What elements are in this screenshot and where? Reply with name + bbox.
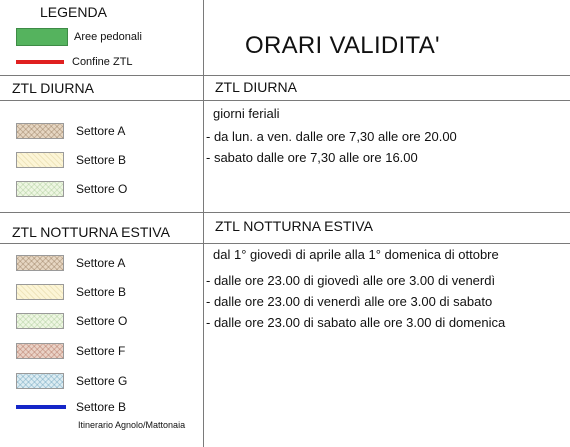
divider-legend	[0, 75, 570, 76]
route-note: Itinerario Agnolo/Mattonaia	[78, 420, 186, 430]
legend-label: Confine ZTL	[72, 56, 133, 68]
night-line: - dalle ore 23.00 di venerdì alle ore 3.00 di sabato	[206, 294, 493, 309]
day-sector-b	[16, 152, 126, 168]
page-title: ORARI VALIDITA'	[245, 32, 440, 59]
legend-item-ztl-border	[16, 56, 133, 68]
night-line: - dalle ore 23.00 di giovedì alle ore 3.00 di venerdì	[206, 273, 496, 288]
sector-label: Settore B	[76, 285, 127, 299]
night-sector-b-route	[16, 400, 126, 414]
sector-o-swatch	[16, 181, 64, 197]
night-sector-a	[16, 255, 125, 271]
sector-label: Settore O	[76, 314, 128, 328]
sector-label: Settore A	[76, 256, 126, 270]
divider-day-heading	[0, 100, 570, 101]
sector-b-swatch	[16, 284, 64, 300]
sector-label: Settore F	[76, 344, 126, 358]
night-sector-o	[16, 313, 127, 329]
column-divider	[203, 0, 204, 447]
sector-o-swatch	[16, 313, 64, 329]
ztl-border-line	[16, 60, 64, 64]
day-sector-o	[16, 181, 127, 197]
divider-night-heading	[0, 243, 570, 244]
night-line: - dalle ore 23.00 di sabato alle ore 3.00 di domenica	[206, 315, 506, 330]
day-right-heading: ZTL DIURNA	[215, 79, 297, 95]
sector-label: Settore G	[76, 374, 128, 388]
day-line: - da lun. a ven. dalle ore 7,30 alle ore 20.00	[206, 129, 457, 144]
day-left-heading: ZTL DIURNA	[12, 80, 94, 96]
legend-item-pedestrian	[16, 28, 142, 46]
divider-day-section	[0, 212, 570, 213]
sector-label: Settore A	[76, 124, 126, 138]
night-sector-g	[16, 373, 127, 389]
sector-label: Settore O	[76, 182, 128, 196]
legend-label: Aree pedonali	[74, 31, 142, 43]
day-line: - sabato dalle ore 7,30 alle ore 16.00	[206, 150, 418, 165]
pedestrian-area-swatch	[16, 28, 68, 46]
night-right-heading: ZTL NOTTURNA ESTIVA	[215, 218, 373, 234]
legend-title: LEGENDA	[40, 4, 107, 20]
sector-g-swatch	[16, 373, 64, 389]
night-sector-f	[16, 343, 125, 359]
night-intro: dal 1° giovedì di aprile alla 1° domenica di ottobre	[213, 247, 499, 262]
sector-f-swatch	[16, 343, 64, 359]
sector-a-swatch	[16, 123, 64, 139]
night-sector-b	[16, 284, 126, 300]
sector-a-swatch	[16, 255, 64, 271]
sector-label: Settore B	[76, 400, 127, 414]
sector-label: Settore B	[76, 153, 127, 167]
route-line	[16, 405, 66, 409]
day-sector-a	[16, 123, 125, 139]
sector-b-swatch	[16, 152, 64, 168]
night-left-heading: ZTL NOTTURNA ESTIVA	[12, 224, 170, 240]
day-intro: giorni feriali	[213, 106, 280, 121]
